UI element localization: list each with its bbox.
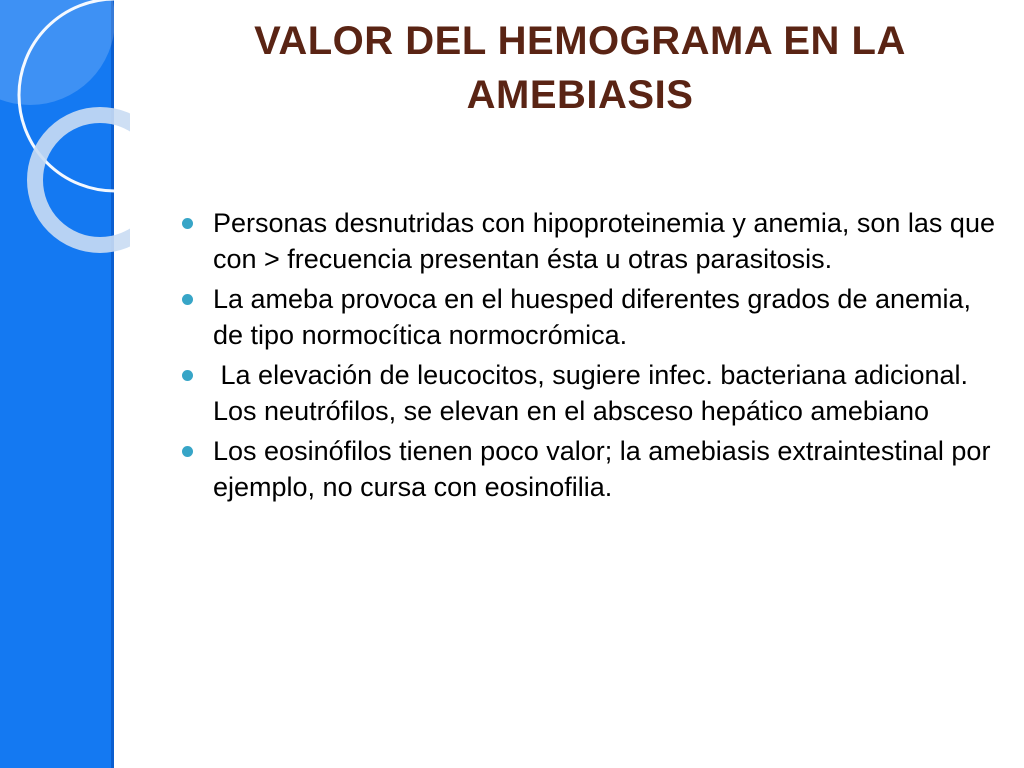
bullet-item (182, 357, 997, 429)
bullet-dot-icon (182, 218, 193, 229)
bullet-text: Los eosinófilos tienen poco valor; la amebiasis extraintestinal por ejemplo, no cursa con eosinofilia. (213, 436, 991, 502)
bullet-item (182, 281, 997, 353)
bullet-dot-icon (182, 370, 193, 381)
slide-title-line-1: VALOR DEL HEMOGRAMA EN LA (254, 19, 906, 63)
slide-title (150, 14, 1010, 122)
bullet-text: Personas desnutridas con hipoproteinemia y anemia, son las que con > frecuencia presentan ésta u otras parasitosis. (213, 208, 995, 274)
bullet-list (182, 205, 997, 509)
bullet-text: La ameba provoca en el huesped diferentes grados de anemia, de tipo normocítica normocrómica. (213, 284, 972, 350)
bullet-dot-icon (182, 294, 193, 305)
slide-title-line-2: AMEBIASIS (466, 73, 694, 117)
bullet-text: La elevación de leucocitos, sugiere infec. bacteriana adicional. Los neutrófilos, se elevan en el absceso hepático amebiano (213, 360, 976, 426)
circle-decoration-icon (0, 0, 130, 260)
bullet-item (182, 433, 997, 505)
bullet-dot-icon (182, 446, 193, 457)
bullet-item (182, 205, 997, 277)
